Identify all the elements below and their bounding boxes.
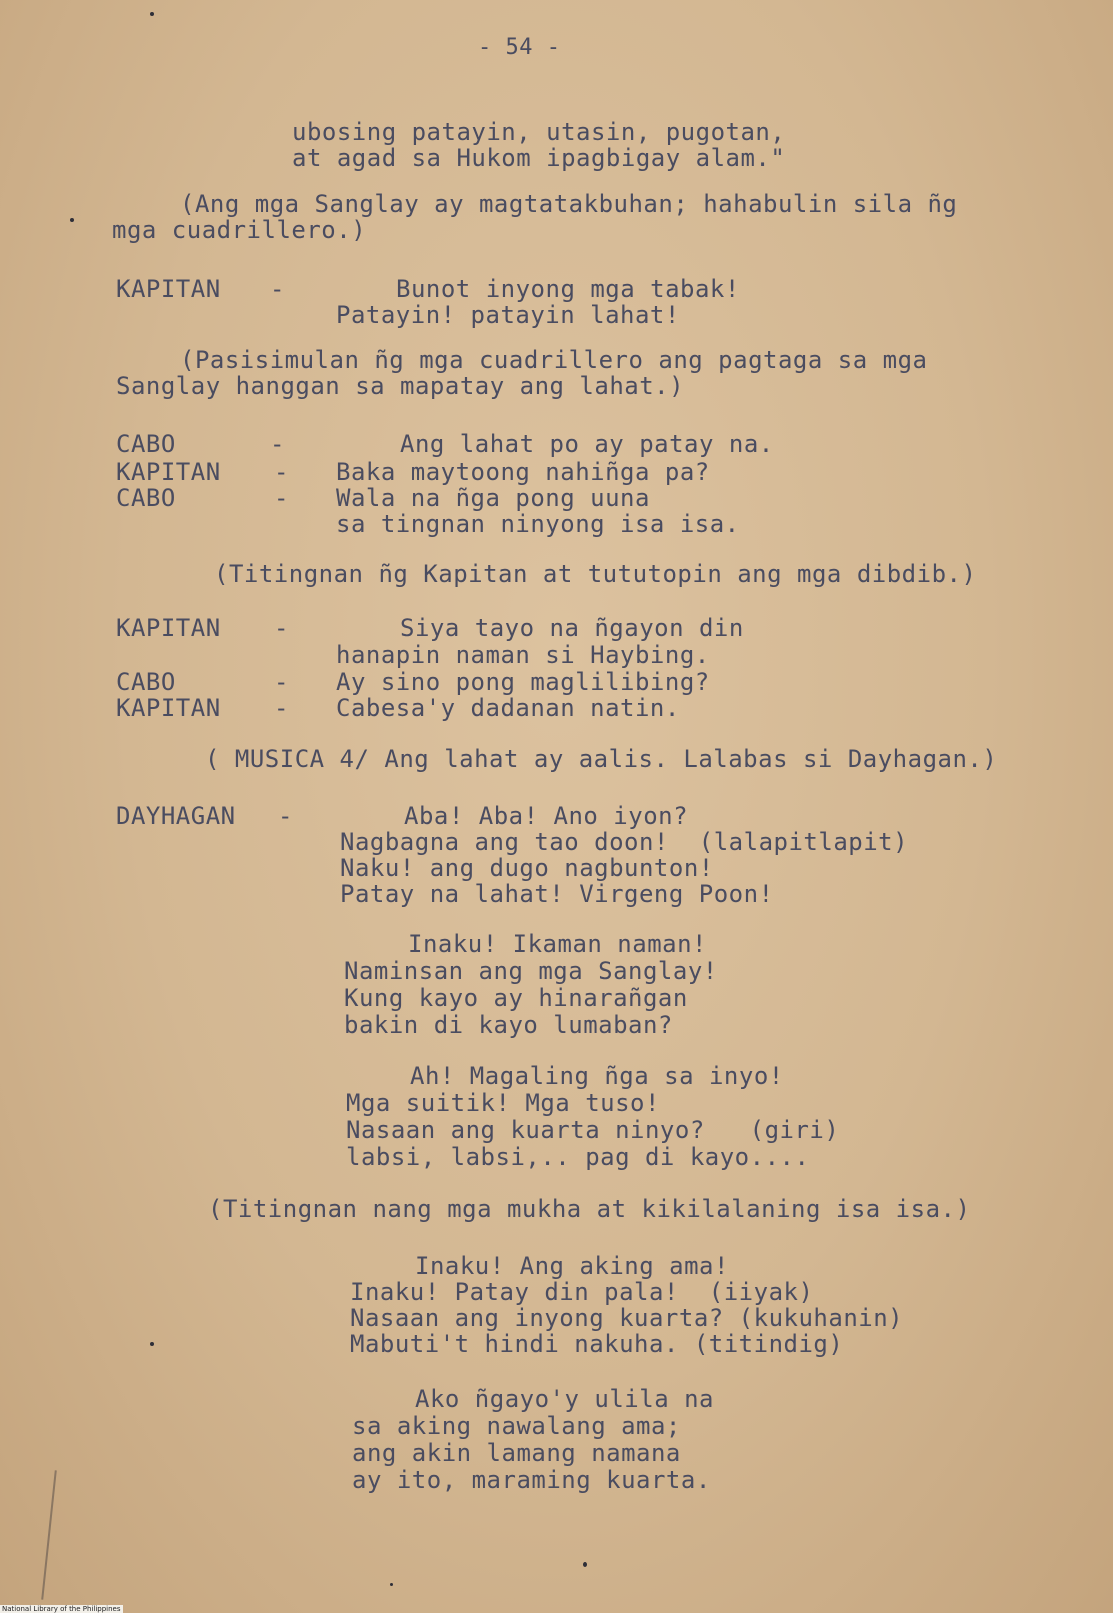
dialogue-line: Wala na ñga pong uuna — [336, 484, 650, 512]
dialogue-line: Aba! Aba! Ano iyon? — [404, 802, 689, 830]
dialogue-line: sa aking nawalang ama; — [352, 1412, 681, 1440]
speaker-dash: - — [274, 458, 289, 486]
dialogue-line: Patay na lahat! Virgeng Poon! — [340, 880, 774, 908]
speaker-dash: - — [270, 275, 285, 303]
speaker-name: CABO — [116, 430, 176, 458]
verse-line: at agad sa Hukom ipagbigay alam." — [292, 144, 786, 172]
speaker-name: KAPITAN — [116, 275, 221, 303]
speaker-dash: - — [274, 484, 289, 512]
dialogue-line: Nasaan ang inyong kuarta? (kukuhanin) — [350, 1304, 904, 1332]
speaker-name: CABO — [116, 484, 176, 512]
dialogue-line: ang akin lamang namana — [352, 1439, 681, 1467]
dialogue-line: Patayin! patayin lahat! — [336, 301, 680, 329]
dialogue-line: Mabuti't hindi nakuha. (titindig) — [350, 1330, 844, 1358]
stage-direction: (Ang mga Sanglay ay magtatakbuhan; hahabulin sila ñg — [180, 190, 958, 218]
stage-direction: (Titingnan ñg Kapitan at tututopin ang mga dibdib.) — [214, 560, 977, 588]
dialogue-line: Naminsan ang mga Sanglay! — [344, 957, 718, 985]
dialogue-line: Kung kayo ay hinarañgan — [344, 984, 688, 1012]
dialogue-line: Nasaan ang kuarta ninyo? (giri) — [346, 1116, 840, 1144]
speaker-name: DAYHAGAN — [116, 802, 236, 830]
ink-speck — [390, 1583, 393, 1586]
speaker-dash: - — [278, 802, 293, 830]
speaker-name: CABO — [116, 668, 176, 696]
stage-direction: ( MUSICA 4/ Ang lahat ay aalis. Lalabas si Dayhagan.) — [205, 745, 998, 773]
stage-direction: Sanglay hanggan sa mapatay ang lahat.) — [116, 372, 685, 400]
dialogue-line: Inaku! Ang aking ama! — [415, 1252, 729, 1280]
stage-direction: (Pasisimulan ñg mga cuadrillero ang pagtaga sa mga — [180, 346, 928, 374]
speaker-dash: - — [270, 430, 285, 458]
dialogue-line: sa tingnan ninyong isa isa. — [336, 510, 740, 538]
speaker-name: KAPITAN — [116, 694, 221, 722]
speaker-dash: - — [274, 668, 289, 696]
speaker-name: KAPITAN — [116, 458, 221, 486]
dialogue-line: Ang lahat po ay patay na. — [400, 430, 774, 458]
footer-credit: National Library of the Philippines — [2, 1605, 121, 1613]
page-number: - 54 - — [478, 35, 561, 60]
ink-speck — [70, 218, 74, 222]
dialogue-line: labsi, labsi,.. pag di kayo.... — [346, 1143, 810, 1171]
dialogue-line: Nagbagna ang tao doon! (lalapitlapit) — [340, 828, 909, 856]
dialogue-line: hanapin naman si Haybing. — [336, 641, 710, 669]
ink-speck — [150, 12, 154, 16]
dialogue-line: ay ito, maraming kuarta. — [352, 1466, 711, 1494]
speaker-dash: - — [274, 614, 289, 642]
dialogue-line: Ako ñgayo'y ulila na — [415, 1385, 714, 1413]
stage-direction: (Titingnan nang mga mukha at kikilalaning isa isa.) — [208, 1195, 971, 1223]
dialogue-line: Naku! ang dugo nagbunton! — [340, 854, 714, 882]
speaker-name: KAPITAN — [116, 614, 221, 642]
stage-direction: mga cuadrillero.) — [112, 216, 367, 244]
dialogue-line: Mga suitik! Mga tuso! — [346, 1089, 660, 1117]
dialogue-line: Inaku! Ikaman naman! — [408, 930, 707, 958]
dialogue-line: Baka maytoong nahiñga pa? — [336, 458, 710, 486]
verse-line: ubosing patayin, utasin, pugotan, — [292, 118, 786, 146]
paper-crease — [41, 1470, 57, 1599]
dialogue-line: Bunot inyong mga tabak! — [396, 275, 740, 303]
speaker-dash: - — [274, 694, 289, 722]
ink-speck — [150, 1342, 154, 1346]
dialogue-line: Ay sino pong maglilibing? — [336, 668, 710, 696]
dialogue-line: Siya tayo na ñgayon din — [400, 614, 744, 642]
dialogue-line: Cabesa'y dadanan natin. — [336, 694, 680, 722]
dialogue-line: Inaku! Patay din pala! (iiyak) — [350, 1278, 814, 1306]
dialogue-line: bakin di kayo lumaban? — [344, 1011, 673, 1039]
dialogue-line: Ah! Magaling ñga sa inyo! — [410, 1062, 784, 1090]
ink-speck — [583, 1562, 587, 1567]
